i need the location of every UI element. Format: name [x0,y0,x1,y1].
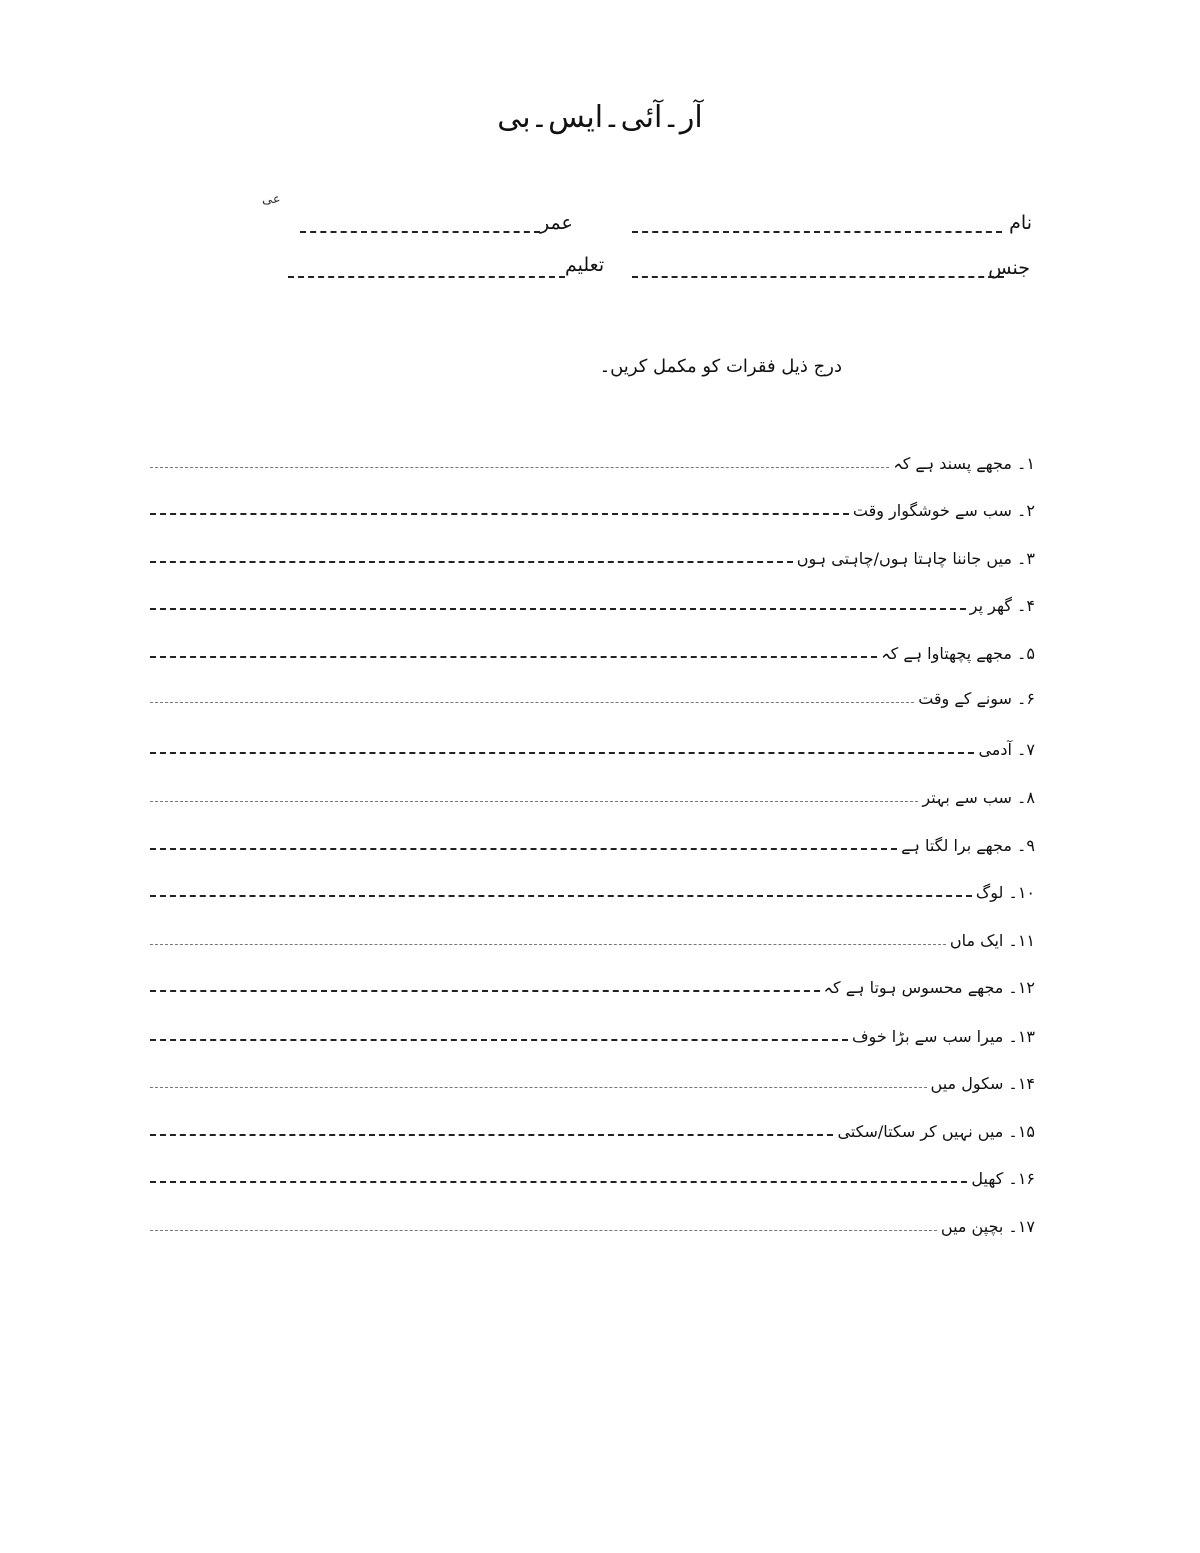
question-label: ۱۵۔ میں نہیں کر سکتا/سکتی [837,1122,1035,1141]
answer-line[interactable] [150,656,877,658]
question-row [150,493,1035,521]
answer-line[interactable] [150,561,793,563]
name-field[interactable] [632,231,1002,233]
question-label: ۳۔ میں جاننا چاہتا ہوں/چاہتی ہوں [796,549,1035,568]
instruction-text: درج ذیل فقرات کو مکمل کریں۔ [599,356,842,377]
question-row [150,732,1035,760]
answer-line[interactable] [150,848,897,850]
answer-line[interactable] [150,1181,967,1183]
question-row [150,1114,1035,1142]
answer-line[interactable] [150,990,820,992]
gender-label: جنس [988,257,1030,279]
answer-line[interactable] [150,467,889,468]
page-title: آر۔آئی۔ایس۔بی [497,100,703,135]
answer-line[interactable] [150,1134,833,1136]
question-row [150,1066,1035,1094]
question-label: ۱۶۔ کھیل [971,1169,1035,1188]
question-label: ۱۲۔ مجھے محسوس ہوتا ہے کہ [823,978,1035,997]
question-row [150,970,1035,998]
answer-line[interactable] [150,608,966,610]
question-row [150,1209,1035,1237]
age-field[interactable] [300,231,540,233]
question-row [150,446,1035,474]
question-row [150,780,1035,808]
question-label: ۹۔ مجھے برا لگتا ہے [901,836,1035,855]
age-label: عمر [540,212,573,234]
question-row [150,1161,1035,1189]
question-row [150,541,1035,569]
question-label: ۵۔ مجھے پچھتاوا ہے کہ [881,644,1035,663]
question-label: ۱۔ مجھے پسند ہے کہ [893,454,1035,473]
question-label: ۴۔ گھر پر [969,596,1035,615]
question-label: ۱۳۔ میرا سب سے بڑا خوف [851,1027,1035,1046]
question-label: ۱۴۔ سکول میں [930,1074,1035,1093]
answer-line[interactable] [150,513,849,515]
answer-line[interactable] [150,702,914,703]
answer-line[interactable] [150,944,946,945]
question-label: ۲۔ سب سے خوشگوار وقت [852,501,1035,520]
gender-field[interactable] [632,276,1004,278]
question-label: ۸۔ سب سے بہتر [922,788,1035,807]
question-row [150,1019,1035,1047]
question-label: ۱۷۔ بچپن میں [940,1217,1035,1236]
answer-line[interactable] [150,752,974,754]
question-row [150,636,1035,664]
question-label: ۷۔ آدمی [978,740,1035,759]
question-row [150,588,1035,616]
answer-line[interactable] [150,1039,848,1041]
name-label: نام [1009,212,1032,234]
question-row [150,828,1035,856]
handwritten-annotation: عی [262,192,281,207]
question-row [150,681,1035,709]
answer-line[interactable] [150,1087,927,1088]
education-field[interactable] [288,276,565,278]
answer-line[interactable] [150,801,918,802]
question-row [150,923,1035,951]
question-label: ۱۰۔ لوگ [975,883,1035,902]
education-label: تعلیم [565,254,605,276]
question-row [150,875,1035,903]
answer-line[interactable] [150,895,972,897]
answer-line[interactable] [150,1230,937,1231]
question-label: ۶۔ سونے کے وقت [918,689,1035,708]
question-label: ۱۱۔ ایک ماں [949,931,1035,950]
